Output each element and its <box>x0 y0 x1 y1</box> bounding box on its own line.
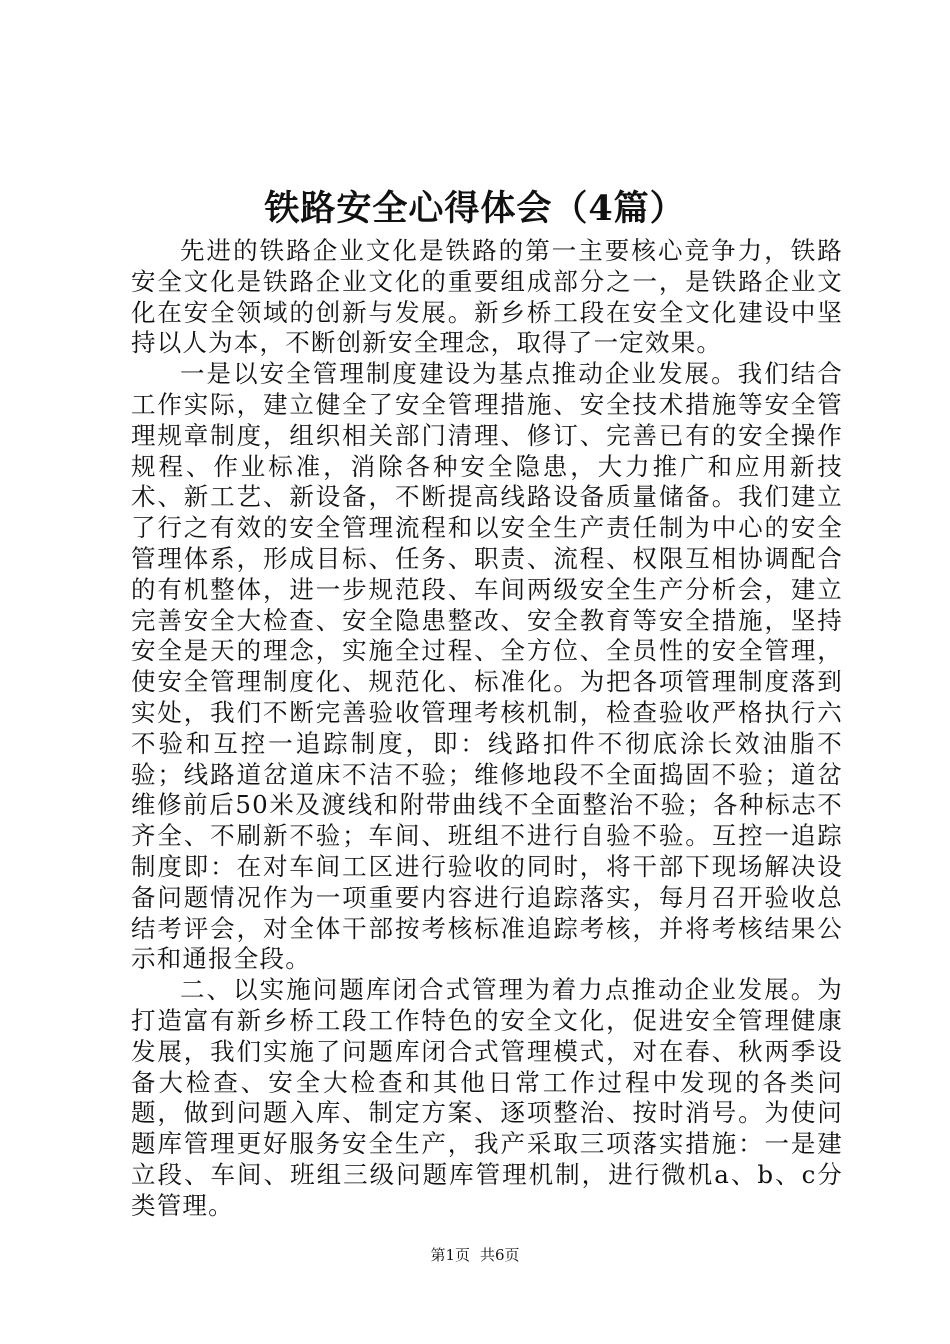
page-total: 共6页 <box>480 1246 520 1264</box>
paragraph: 二、以实施问题库闭合式管理为着力点推动企业发展。为打造富有新乡桥工段工作特色的安全文化，促进安全管理健康发展，我们实施了问题库闭合式管理模式，对在春、秋两季设备大检查、安全大检查和其他日常工作过程中发现的各类问题，做到问题入库、制定方案、逐项整治、按时消号。为使问题库管理更好服务安全生产，我产采取三项落实措施：一是建立段、车间、班组三级问题库管理机制，进行微机a、b、c分类管理。 <box>131 975 843 1220</box>
paragraph: 一是以安全管理制度建设为基点推动企业发展。我们结合工作实际，建立健全了安全管理措施、安全技术措施等安全管理规章制度，组织相关部门清理、修订、完善已有的安全操作规程、作业标准，消除各种安全隐患，大力推广和应用新技术、新工艺、新设备，不断提高线路设备质量储备。我们建立了行之有效的安全管理流程和以安全生产责任制为中心的安全管理体系，形成目标、任务、职责、流程、权限互相协调配合的有机整体，进一步规范段、车间两级安全生产分析会，建立完善安全大检查、安全隐患整改、安全教育等安全措施，坚持安全是天的理念，实施全过程、全方位、全员性的安全管理，使安全管理制度化、规范化、标准化。为把各项管理制度落到实处，我们不断完善验收管理考核机制，检查验收严格执行六不验和互控一追踪制度，即：线路扣件不彻底涂长效油脂不验；线路道岔道床不洁不验；维修地段不全面捣固不验；道岔维修前后50米及渡线和附带曲线不全面整治不验；各种标志不齐全、不刷新不验；车间、班组不进行自验不验。互控一追踪制度即：在对车间工区进行验收的同时，将干部下现场解决设备问题情况作为一项重要内容进行追踪落实，每月召开验收总结考评会，对全体干部按考核标准追踪考核，并将考核结果公示和通报全段。 <box>131 359 843 974</box>
page-footer <box>0 1245 950 1265</box>
paragraph: 先进的铁路企业文化是铁路的第一主要核心竞争力，铁路安全文化是铁路企业文化的重要组成部分之一，是铁路企业文化在安全领域的创新与发展。新乡桥工段在安全文化建设中坚持以人为本，不断创新安全理念，取得了一定效果。 <box>131 236 843 358</box>
document-title: 铁路安全心得体会（4篇） <box>264 188 686 229</box>
document-body <box>131 236 843 1222</box>
page-number: 第1页 <box>430 1246 470 1264</box>
